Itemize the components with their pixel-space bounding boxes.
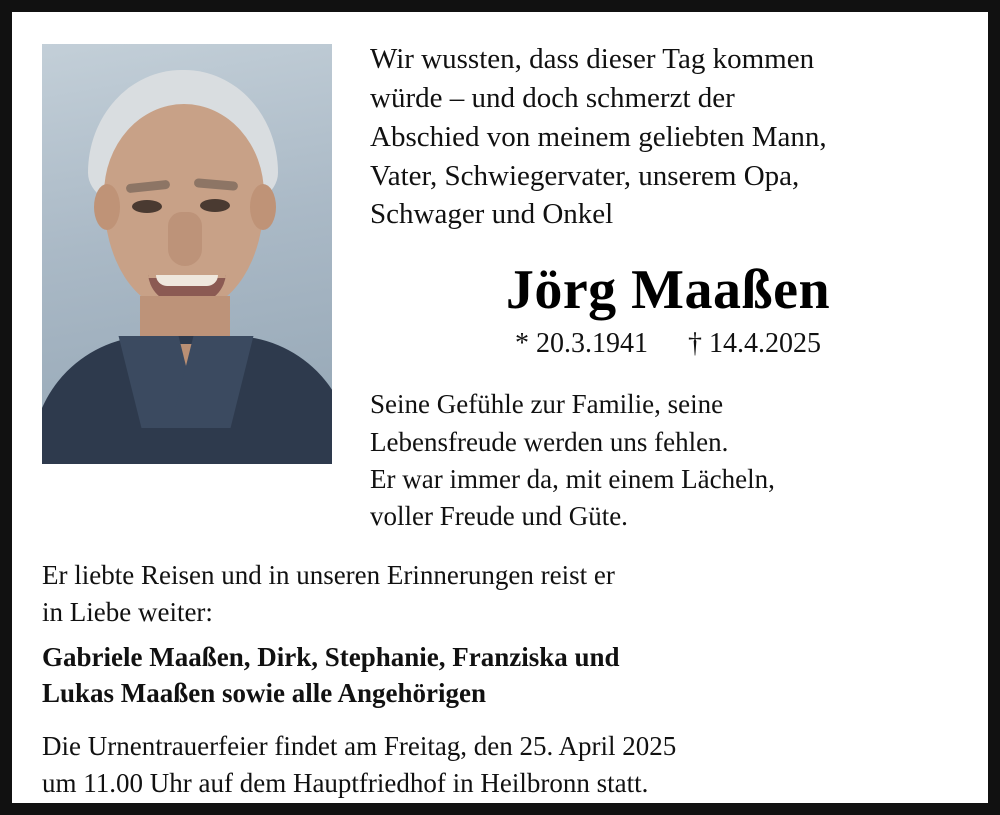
memory-line: in Liebe weiter: [42,597,213,628]
family-names [42,639,966,712]
bottom-section [34,557,966,801]
top-section [34,30,966,535]
family-line: Gabriele Maaßen, Dirk, Stephanie, Franziska und [42,641,620,672]
intro-line: würde – und doch schmerzt der [370,81,735,114]
verse-line: Er war immer da, mit einem Lächeln, [370,463,775,494]
life-dates [370,328,966,360]
birth-date: * 20.3.1941 [515,328,648,360]
portrait-ear-right [250,184,276,230]
portrait-teeth [156,275,218,286]
verse-line: voller Freude und Güte. [370,501,628,532]
portrait-eye-left [132,200,162,213]
portrait-nose [168,212,202,266]
intro-line: Abschied von meinem geliebten Mann, [370,120,827,153]
verse-text [370,386,966,535]
ceremony-line: um 11.00 Uhr auf dem Hauptfriedhof in Heilbronn statt. [42,767,649,798]
deceased-name: Jörg Maaßen [505,259,831,322]
intro-line: Wir wussten, dass dieser Tag kommen [370,43,815,75]
intro-text [370,40,966,234]
ceremony-details [42,728,966,801]
intro-line: Vater, Schwiegervater, unserem Opa, [370,159,800,192]
family-line: Lukas Maaßen sowie alle Angehörigen [42,678,487,709]
portrait-eye-right [200,199,230,212]
verse-line: Seine Gefühle zur Familie, seine [370,389,724,420]
memory-text [42,557,966,630]
right-column [332,30,966,535]
portrait-photo [42,44,332,464]
ceremony-line: Die Urnentrauerfeier findet am Freitag, den 25. April 2025 [42,731,677,762]
death-date: † 14.4.2025 [688,328,821,360]
verse-line: Lebensfreude werden uns fehlen. [370,426,729,457]
intro-line: Schwager und Onkel [370,198,614,231]
memory-line: Er liebte Reisen und in unseren Erinnerungen reist er [42,560,615,591]
portrait-ear-left [94,184,120,230]
